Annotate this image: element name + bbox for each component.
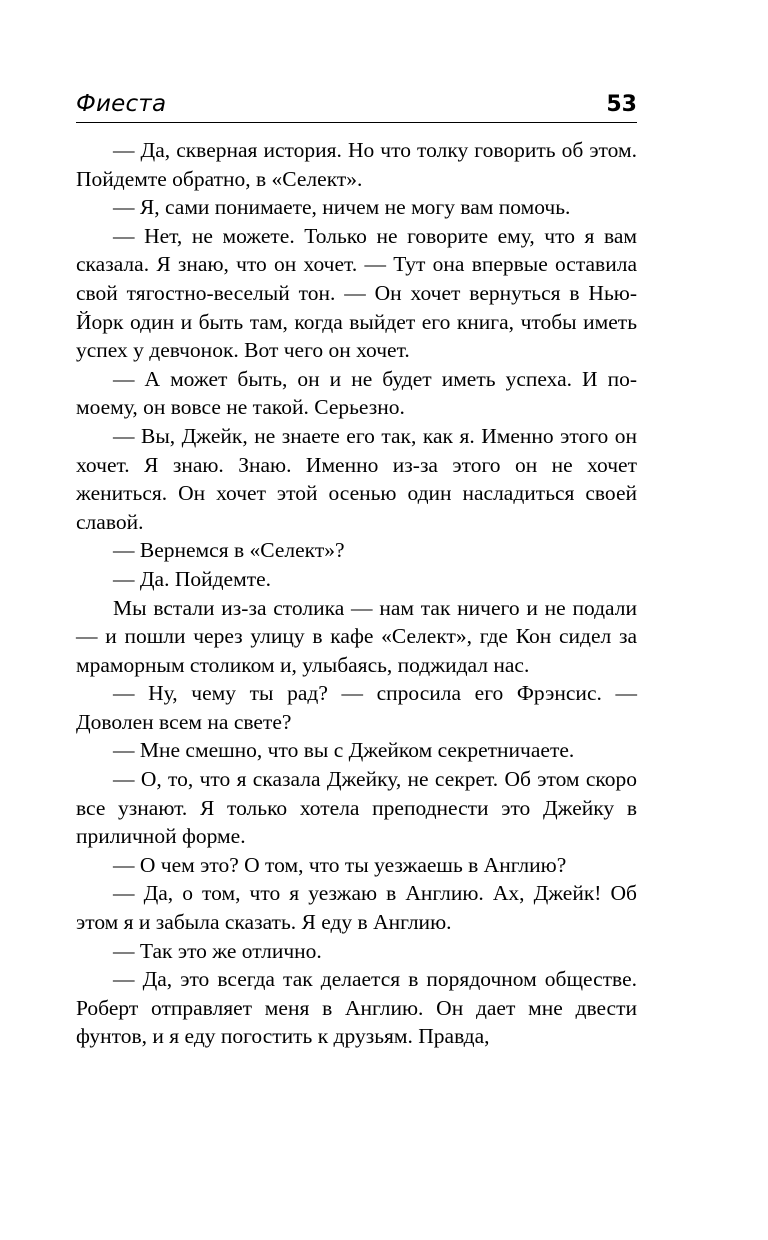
paragraph: — Я, сами понимаете, ничем не могу вам помочь. (113, 195, 571, 220)
running-header (76, 88, 637, 123)
body-text (76, 136, 637, 1051)
book-title: Фиеста (76, 91, 167, 117)
paragraph: — Да. Пойдемте. (113, 566, 272, 591)
paragraph: — Мне смешно, что вы с Джейком секретничаете. (113, 738, 575, 763)
page-number: 53 (606, 92, 637, 117)
paragraph: — Да, о том, что я уезжаю в Англию. Ах, Джейк! Об этом я и забыла сказать. Я еду в Англию. (76, 881, 637, 935)
book-page (76, 88, 637, 1051)
paragraph: — Вернемся в «Селект»? (113, 538, 345, 563)
paragraph: Мы встали из-за столика — нам так ничего и не подали — и пошли через улицу в кафе «Селект», где Кон сидел за мраморным столиком и, улыбаясь, поджидал нас. (76, 595, 637, 677)
paragraph: — Вы, Джейк, не знаете его так, как я. Именно этого он хочет. Я знаю. Знаю. Именно из-за этого он не хочет жениться. Он хочет этой осенью один насладиться своей славой. (76, 423, 637, 534)
paragraph: — Да, скверная история. Но что толку говорить об этом. Пойдемте обратно, в «Селект». (76, 138, 637, 191)
paragraph: — Нет, не можете. Только не говорите ему, что я вам сказала. Я знаю, что он хочет. — Тут она впервые оставила свой тягостно-веселый тон. — Он хочет вернуться в Нью-Йорк один и быть там, когда выйдет его книга, чтобы иметь успех у девчонок. Вот чего он хочет. (76, 223, 637, 363)
paragraph: — Да, это всегда так делается в порядочном обществе. Роберт отправляет меня в Англию. Он дает мне двести фунтов, и я еду погостить к друзьям. Правда, (76, 967, 637, 1049)
paragraph: — О, то, что я сказала Джейку, не секрет. Об этом скоро все узнают. Я только хотела преподнести это Джейку в приличной форме. (76, 767, 637, 849)
paragraph: — Так это же отлично. (113, 938, 322, 963)
paragraph: — Ну, чему ты рад? — спросила его Фрэнсис. — Доволен всем на свете? (76, 681, 637, 734)
paragraph: — А может быть, он и не будет иметь успеха. И по-моему, он вовсе не такой. Серьезно. (76, 366, 637, 420)
paragraph: — О чем это? О том, что ты уезжаешь в Англию? (113, 852, 567, 877)
